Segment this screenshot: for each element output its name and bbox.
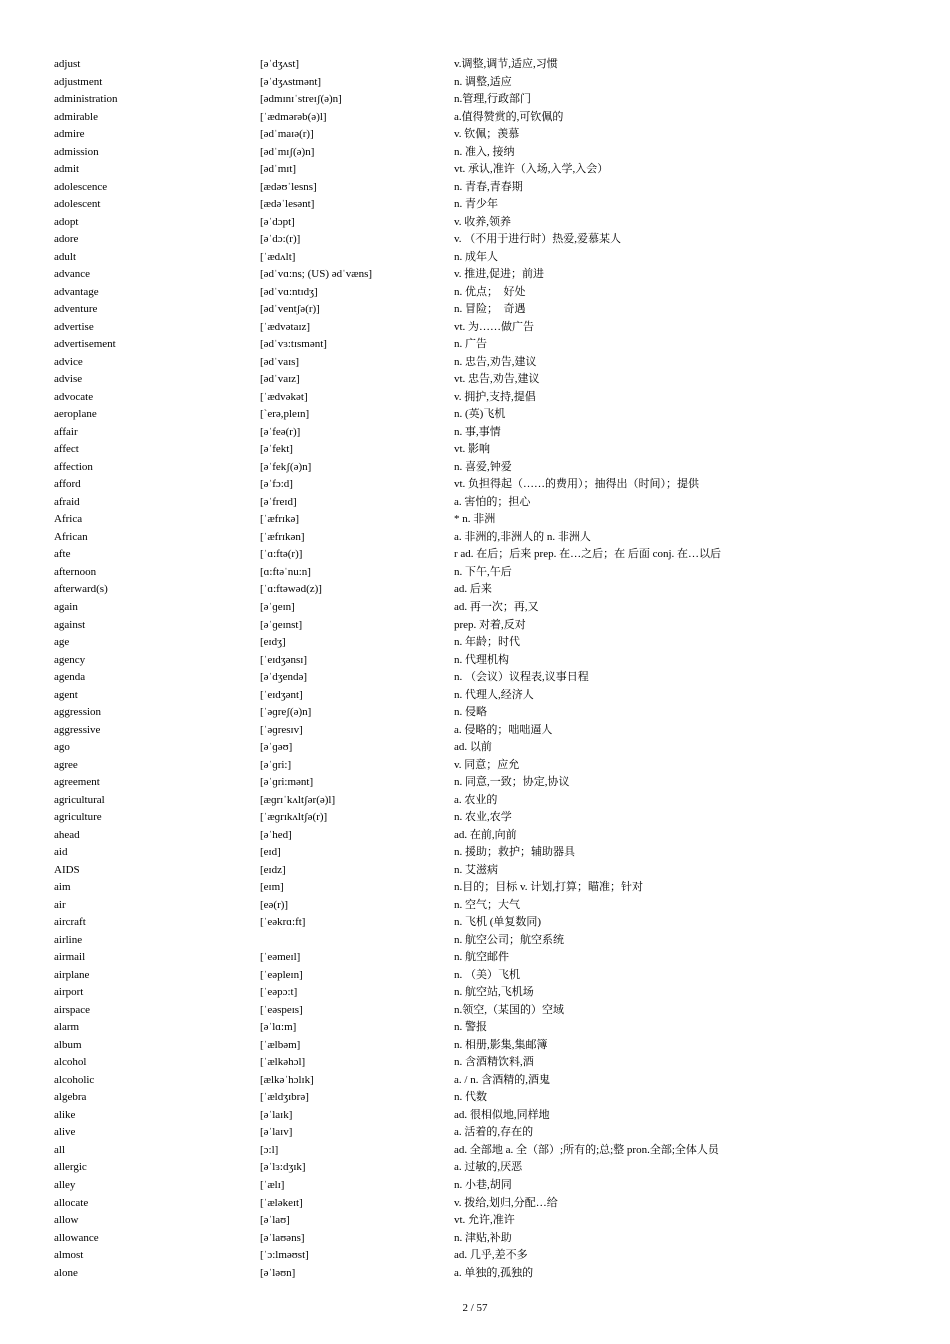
vocab-word: advance [54, 268, 91, 281]
vocab-definition: n. 航空公司；航空系统 [454, 933, 564, 946]
vocab-word: afte [54, 548, 71, 561]
vocab-pronunciation: [æɡrɪˈkʌltʃər(ə)l] [260, 793, 336, 806]
vocab-word: agricultural [54, 793, 105, 806]
vocab-pronunciation: [ədˈmaɪə(r)] [260, 128, 314, 141]
vocab-entry [54, 897, 914, 915]
vocab-entry [54, 1019, 914, 1037]
vocab-entry [54, 967, 914, 985]
vocab-word: affair [54, 425, 78, 438]
vocab-entry [54, 266, 914, 284]
vocab-pronunciation: [ˈælbəm] [260, 1038, 301, 1051]
vocab-entry [54, 74, 914, 92]
vocab-word: administration [54, 93, 118, 106]
vocab-entry [54, 704, 914, 722]
vocab-entry [54, 126, 914, 144]
vocab-entry [54, 792, 914, 810]
vocab-pronunciation: [ˈældʒɪbrə] [260, 1091, 309, 1104]
vocab-definition: n. 调整,适应 [454, 75, 512, 88]
vocab-entry [54, 196, 914, 214]
vocab-entry [54, 284, 914, 302]
vocab-pronunciation: [ˈeəmeɪl] [260, 951, 301, 964]
vocab-definition: vt. 负担得起（……的费用）；抽得出（时间）；提供 [454, 478, 700, 491]
vocab-pronunciation: [ˈædmərəb(ə)l] [260, 110, 327, 123]
vocab-definition: n. （会议）议程表,议事日程 [454, 671, 589, 684]
vocab-entry [54, 634, 914, 652]
vocab-word: afford [54, 478, 81, 491]
vocab-entry [54, 652, 914, 670]
vocab-definition: n. 同意,一致；协定,协议 [454, 776, 570, 789]
vocab-pronunciation: [ˈælkəhɔl] [260, 1056, 306, 1069]
vocab-entry [54, 1107, 914, 1125]
vocab-pronunciation: [ədˈvaɪs] [260, 355, 300, 368]
vocab-entry [54, 319, 914, 337]
vocab-entry [54, 844, 914, 862]
vocab-entry [54, 617, 914, 635]
vocab-definition: n. 农业,农学 [454, 811, 512, 824]
vocab-pronunciation: [ədˈventʃə(r)] [260, 303, 320, 316]
vocab-definition: vt. 忠告,劝告,建议 [454, 373, 540, 386]
vocab-word: agent [54, 688, 78, 701]
vocab-entry [54, 354, 914, 372]
vocab-definition: n.管理,行政部门 [454, 93, 531, 106]
vocab-word: African [54, 530, 88, 543]
vocab-entry [54, 1230, 914, 1248]
vocab-pronunciation: [eɪm] [260, 881, 284, 894]
vocab-pronunciation: [ˈædʌlt] [260, 250, 296, 263]
vocab-word: admission [54, 145, 99, 158]
vocab-definition: ad. 很相似地,同样地 [454, 1108, 550, 1121]
vocab-pronunciation: [ælkəˈhɔlɪk] [260, 1073, 314, 1086]
vocab-word: aircraft [54, 916, 86, 929]
vocab-word: airport [54, 986, 84, 999]
vocab-entry [54, 914, 914, 932]
vocab-entry [54, 722, 914, 740]
vocab-pronunciation: [əˈɡri:mənt] [260, 776, 314, 789]
vocab-pronunciation: [ædəʊˈlesns] [260, 180, 317, 193]
vocab-entry [54, 774, 914, 792]
vocab-definition: a. 活着的,存在的 [454, 1126, 534, 1139]
vocab-word: advertise [54, 320, 94, 333]
vocab-definition: n. 侵略 [454, 706, 487, 719]
vocab-word: age [54, 636, 70, 649]
vocab-word: aid [54, 846, 68, 859]
vocab-word: aggression [54, 706, 102, 719]
vocab-word: adjustment [54, 75, 103, 88]
vocab-entry [54, 1265, 914, 1283]
vocab-pronunciation: [əˈɡəʊ] [260, 741, 293, 754]
vocab-entry [54, 1089, 914, 1107]
vocab-word: almost [54, 1249, 84, 1262]
vocab-entry [54, 214, 914, 232]
vocab-entry [54, 809, 914, 827]
vocab-definition: n.领空,（某国的）空域 [454, 1003, 564, 1016]
vocab-definition: n. 年龄；时代 [454, 636, 520, 649]
vocab-entry [54, 1159, 914, 1177]
vocab-word: alcohol [54, 1056, 87, 1069]
vocab-entry [54, 1124, 914, 1142]
vocab-definition: n. 援助；救护；辅助器具 [454, 846, 575, 859]
vocab-word: alarm [54, 1021, 80, 1034]
vocab-definition: n. 喜爱,钟爱 [454, 460, 512, 473]
vocab-definition: a. 过敏的,厌恶 [454, 1161, 523, 1174]
vocab-word: afterward(s) [54, 583, 108, 596]
vocab-definition: v. 钦佩；羡慕 [454, 128, 520, 141]
vocab-entry [54, 459, 914, 477]
vocabulary-list [54, 56, 914, 1282]
vocab-definition: vt. 允许,准许 [454, 1214, 515, 1227]
vocab-pronunciation: [ædəˈlesənt] [260, 198, 315, 211]
vocab-pronunciation: [`erə,pleɪn] [260, 408, 310, 421]
vocab-word: alive [54, 1126, 76, 1139]
vocab-word: airspace [54, 1003, 91, 1016]
vocab-entry [54, 1002, 914, 1020]
vocab-entry [54, 1072, 914, 1090]
vocab-word: alone [54, 1266, 78, 1279]
vocab-definition: n. （美）飞机 [454, 968, 520, 981]
vocab-definition: ad. 再一次；再,又 [454, 600, 539, 613]
vocab-definition: n. 优点； 好处 [454, 285, 526, 298]
vocab-word: advice [54, 355, 83, 368]
vocab-pronunciation: [eə(r)] [260, 898, 289, 911]
vocab-pronunciation: [eɪdz] [260, 863, 286, 876]
vocab-word: adjust [54, 58, 81, 70]
vocab-word: agenda [54, 671, 86, 684]
vocab-word: afternoon [54, 565, 97, 578]
vocab-entry [54, 476, 914, 494]
vocab-entry [54, 1054, 914, 1072]
vocab-pronunciation: [ɔ:l] [260, 1143, 279, 1156]
vocab-entry [54, 249, 914, 267]
vocab-word: album [54, 1038, 82, 1051]
vocab-definition: n. 代数 [454, 1091, 487, 1104]
vocab-entry [54, 336, 914, 354]
vocab-word: Africa [54, 513, 83, 526]
vocab-definition: vt. 为……做广告 [454, 320, 535, 333]
vocab-pronunciation: [ˈɑ:ftə(r)] [260, 548, 303, 561]
vocab-pronunciation: [ɑ:ftəˈnu:n] [260, 565, 311, 578]
vocab-pronunciation: [əˈfekt] [260, 443, 293, 456]
vocab-word: aeroplane [54, 408, 97, 421]
vocab-entry [54, 1212, 914, 1230]
vocab-word: adore [54, 233, 79, 246]
vocab-word: alcoholic [54, 1073, 95, 1086]
vocab-pronunciation: [ədˈvaɪz] [260, 373, 300, 386]
vocab-word: affection [54, 460, 93, 473]
vocab-pronunciation: [əˈfɔ:d] [260, 478, 293, 491]
vocab-definition: n. 青春,青春期 [454, 180, 523, 193]
vocab-entry [54, 599, 914, 617]
vocab-word: algebra [54, 1091, 87, 1104]
vocab-word: afraid [54, 495, 80, 508]
vocab-word: allowance [54, 1231, 99, 1244]
vocab-definition: n. 小巷,胡同 [454, 1179, 512, 1191]
vocab-word: adult [54, 250, 76, 263]
vocab-entry [54, 546, 914, 564]
vocab-word: adolescence [54, 180, 108, 193]
vocab-word: admire [54, 128, 85, 141]
vocab-definition: ad. 以前 [454, 741, 492, 754]
vocab-word: adopt [54, 215, 79, 228]
vocab-definition: n. 警报 [454, 1021, 487, 1034]
vocab-pronunciation: [əˈlaʊəns] [260, 1231, 305, 1244]
vocab-definition: n. 准入, 接纳 [454, 145, 515, 158]
vocab-entry [54, 406, 914, 424]
vocab-word: admirable [54, 110, 98, 123]
vocab-entry [54, 91, 914, 109]
vocab-pronunciation: [ˈeɪdʒənt] [260, 688, 303, 701]
vocab-pronunciation: [ˈeəspeɪs] [260, 1003, 303, 1016]
vocab-definition: n. 津贴,补助 [454, 1231, 512, 1244]
vocab-pronunciation: [ˈædvəkət] [260, 390, 308, 403]
vocab-definition: ad. 在前,向前 [454, 828, 517, 841]
vocab-definition: ad. 几乎,差不多 [454, 1249, 528, 1262]
vocab-word: advocate [54, 390, 94, 403]
vocab-definition: n. 空气；大气 [454, 898, 520, 911]
vocab-pronunciation: [əˈɡeɪnst] [260, 618, 303, 631]
vocab-word: advertisement [54, 338, 116, 351]
vocab-entry [54, 757, 914, 775]
vocab-word: allocate [54, 1196, 89, 1209]
vocab-definition: n. 广告 [454, 338, 487, 351]
vocab-definition: n. 成年人 [454, 250, 498, 263]
vocab-word: affect [54, 443, 79, 456]
vocab-definition: n. 艾滋病 [454, 863, 498, 876]
vocab-definition: v. 收养,领养 [454, 215, 512, 228]
vocab-word: air [54, 898, 66, 911]
vocab-word: agreement [54, 776, 100, 789]
vocab-definition: n. 忠告,劝告,建议 [454, 355, 537, 368]
vocab-word: AIDS [54, 863, 80, 876]
vocab-definition: n. 青少年 [454, 198, 498, 211]
vocab-definition: v. 拥护,支持,提倡 [454, 390, 536, 403]
vocab-pronunciation: [ˈeɪdʒənsɪ] [260, 653, 308, 666]
vocab-pronunciation: [əˈfeə(r)] [260, 425, 301, 438]
vocab-definition: a. 害怕的；担心 [454, 495, 531, 508]
vocab-pronunciation: [ədˈvɑ:ntɪdʒ] [260, 285, 318, 298]
vocab-pronunciation: [ˈæləkeɪt] [260, 1196, 303, 1209]
vocab-pronunciation: [ˈeəkrɑ:ft] [260, 916, 306, 929]
vocab-entry [54, 441, 914, 459]
vocab-definition: v. （不用于进行时）热爱,爱慕某人 [454, 233, 622, 246]
vocab-word: allergic [54, 1161, 87, 1174]
vocab-definition: n. 航空邮件 [454, 951, 509, 964]
vocab-entry [54, 301, 914, 319]
vocab-word: admit [54, 163, 80, 176]
vocab-definition: n. 含酒精饮料,酒 [454, 1056, 534, 1069]
vocab-entry [54, 179, 914, 197]
vocab-pronunciation: [ədˈvɜ:tɪsmənt] [260, 338, 327, 351]
vocab-definition: a. 农业的 [454, 793, 498, 806]
vocab-pronunciation: [ˈæfrɪkən] [260, 530, 305, 543]
vocab-pronunciation: [əˈfekʃ(ə)n] [260, 460, 312, 473]
vocab-pronunciation: [əˈdɔpt] [260, 215, 295, 228]
vocab-word: agriculture [54, 811, 102, 824]
vocab-word: advantage [54, 285, 99, 298]
vocab-word: agency [54, 653, 86, 666]
vocab-word: aggressive [54, 723, 101, 736]
vocab-definition: n.目的；目标 v. 计划,打算；瞄准；针对 [454, 881, 644, 894]
vocab-entry [54, 161, 914, 179]
vocab-entry [54, 669, 914, 687]
vocab-entry [54, 581, 914, 599]
vocab-pronunciation: [ˈeəpleɪn] [260, 968, 303, 981]
vocab-pronunciation: [əˈdʒendə] [260, 671, 308, 684]
vocab-pronunciation: [ˈeəpɔ:t] [260, 986, 298, 999]
vocab-entry [54, 687, 914, 705]
vocab-pronunciation: [əˈɡri:] [260, 758, 292, 771]
vocab-word: alike [54, 1108, 76, 1121]
vocab-pronunciation: [ˈəɡresɪv] [260, 723, 303, 736]
vocab-pronunciation: [ədˈmɪʃ(ə)n] [260, 145, 315, 158]
vocab-pronunciation: [ədˈvɑ:ns; (US) ədˈvæns] [260, 268, 373, 281]
vocab-word: airline [54, 933, 83, 946]
vocab-definition: n. 代理机构 [454, 653, 509, 666]
vocab-definition: n. 航空站,飞机场 [454, 986, 534, 999]
vocab-word: agree [54, 758, 78, 771]
vocab-pronunciation: [əˈlaɪv] [260, 1126, 293, 1139]
vocab-entry [54, 984, 914, 1002]
vocab-word: against [54, 618, 86, 631]
vocab-definition: n. (英)飞机 [454, 408, 506, 421]
vocab-word: aim [54, 881, 71, 894]
vocab-definition: v. 推进,促进；前进 [454, 268, 545, 281]
vocab-definition: ad. 全部地 a. 全（部）;所有的;总;整 pron.全部;全体人员 [454, 1143, 719, 1156]
vocab-pronunciation: [əˈhed] [260, 828, 292, 841]
vocab-definition: n. 代理人,经济人 [454, 688, 534, 701]
vocab-entry [54, 1177, 914, 1195]
vocab-pronunciation: [əˈlɑ:m] [260, 1021, 297, 1034]
vocab-pronunciation: [ˈæfrɪkə] [260, 513, 300, 526]
vocab-entry [54, 529, 914, 547]
vocab-pronunciation: [ˈæɡrɪkʌltʃə(r)] [260, 811, 328, 824]
vocab-pronunciation: [əˈdʒʌst] [260, 58, 300, 70]
vocab-word: ahead [54, 828, 80, 841]
vocab-word: again [54, 600, 78, 613]
vocab-pronunciation: [əˈlaɪk] [260, 1108, 293, 1121]
vocab-definition: n. 相册,影集,集邮簿 [454, 1038, 548, 1051]
vocab-pronunciation: [ˈəɡreʃ(ə)n] [260, 706, 312, 719]
vocab-word: allow [54, 1214, 79, 1227]
vocab-entry [54, 1142, 914, 1160]
vocab-word: airmail [54, 951, 86, 964]
vocab-pronunciation: [ˈælɪ] [260, 1179, 285, 1191]
vocab-entry [54, 862, 914, 880]
vocab-entry [54, 564, 914, 582]
vocab-word: adolescent [54, 198, 101, 211]
vocab-pronunciation: [əˈlaʊ] [260, 1214, 290, 1227]
vocab-entry [54, 879, 914, 897]
vocab-definition: a. 单独的,孤独的 [454, 1266, 534, 1279]
vocab-word: all [54, 1143, 65, 1156]
vocab-pronunciation: [əˈdʒʌstmənt] [260, 75, 322, 88]
vocab-entry [54, 494, 914, 512]
vocab-definition: vt. 承认,准许（入场,入学,入会） [454, 163, 609, 176]
vocab-entry [54, 56, 914, 74]
vocab-definition: n. 下午,午后 [454, 565, 512, 578]
vocab-word: adventure [54, 303, 98, 316]
vocab-entry [54, 1195, 914, 1213]
vocab-word: alley [54, 1179, 76, 1191]
page-number: 2 / 57 [462, 1302, 488, 1314]
vocab-definition: a. / n. 含酒精的,酒鬼 [454, 1073, 550, 1086]
vocab-definition: ad. 后来 [454, 583, 492, 596]
vocab-entry [54, 1037, 914, 1055]
vocab-pronunciation: [əˈfreɪd] [260, 495, 297, 508]
vocab-definition: v. 同意；应允 [454, 758, 520, 771]
vocab-entry [54, 1247, 914, 1265]
vocab-pronunciation: [əˈlɜ:dʒɪk] [260, 1161, 306, 1174]
vocab-pronunciation: [ˈɑ:ftəwəd(z)] [260, 583, 322, 596]
vocab-entry [54, 144, 914, 162]
vocab-definition: v.调整,调节,适应,习惯 [454, 58, 558, 70]
vocab-entry [54, 827, 914, 845]
vocab-pronunciation: [əˈdɔ:(r)] [260, 233, 301, 246]
vocab-definition: a. 侵略的；咄咄逼人 [454, 723, 553, 736]
vocab-entry [54, 231, 914, 249]
vocab-definition: a. 非洲的,非洲人的 n. 非洲人 [454, 530, 591, 543]
vocab-definition: vt. 影响 [454, 443, 491, 456]
vocab-definition: a.值得赞赏的,可钦佩的 [454, 110, 564, 123]
vocab-entry [54, 371, 914, 389]
vocab-pronunciation: [ˈædvətaɪz] [260, 320, 311, 333]
vocab-pronunciation: [ədmɪnɪˈstreɪʃ(ə)n] [260, 93, 342, 106]
vocab-definition: n. 事,事情 [454, 425, 501, 438]
vocab-definition: n. 飞机 (单复数同) [454, 916, 542, 929]
vocab-pronunciation: [eɪdʒ] [260, 636, 286, 649]
vocab-definition: r ad. 在后；后来 prep. 在…之后；在 后面 conj. 在…以后 [454, 548, 722, 561]
vocab-definition: n. 冒险； 奇遇 [454, 303, 526, 316]
vocab-word: ago [54, 741, 70, 754]
vocab-entry [54, 389, 914, 407]
vocab-entry [54, 511, 914, 529]
vocab-pronunciation: [əˈləʊn] [260, 1266, 296, 1279]
vocab-entry [54, 932, 914, 950]
vocab-word: airplane [54, 968, 90, 981]
vocab-pronunciation: [əˈɡeɪn] [260, 600, 295, 613]
vocab-entry [54, 949, 914, 967]
vocab-entry [54, 109, 914, 127]
vocab-definition: * n. 非洲 [454, 513, 496, 526]
vocab-definition: prep. 对着,反对 [454, 618, 526, 631]
vocab-pronunciation: [ədˈmɪt] [260, 163, 297, 176]
vocab-word: advise [54, 373, 83, 386]
vocab-entry [54, 739, 914, 757]
vocab-entry [54, 424, 914, 442]
vocab-pronunciation: [eɪd] [260, 846, 281, 859]
vocab-definition: v. 拨给,划归,分配…给 [454, 1196, 558, 1209]
vocab-pronunciation: [ˈɔ:lməʊst] [260, 1249, 309, 1262]
